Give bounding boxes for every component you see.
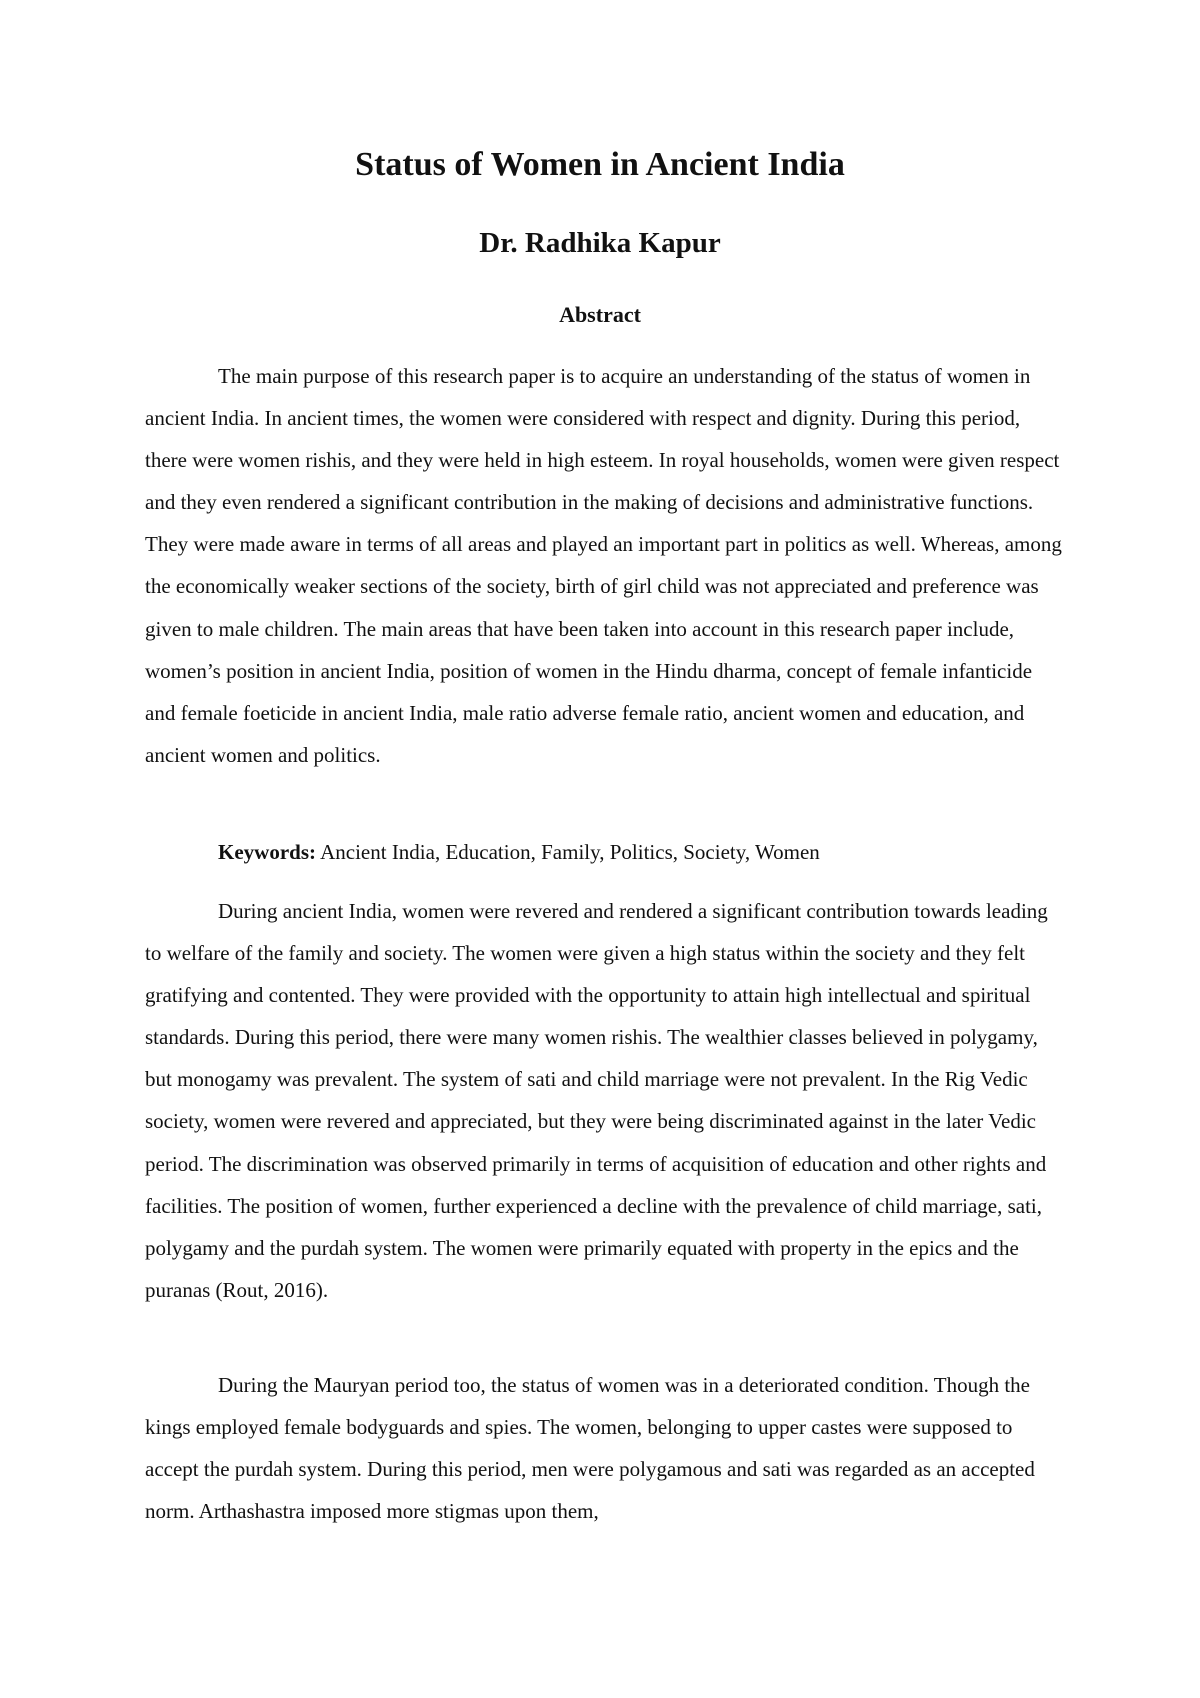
abstract-paragraph: The main purpose of this research paper is to acquire an understanding of the status of women in ancient India. In ancient times, the women were considered with respect and dignity. During this period, there were women rishis, and they were held in high esteem. In royal households, women were given respect and they even rendered a significant contribution in the making of decisions and administrative functions. They were made aware in terms of all areas and played an important part in politics as well. Whereas, among the economically weaker sections of the society, birth of girl child was not appreciated and preference was given to male children. The main areas that have been taken into account in this research paper include, women’s position in ancient India, position of women in the Hindu dharma, concept of female infanticide and female foeticide in ancient India, male ratio adverse female ratio, ancient women and education, and ancient women and politics.	[145, 364, 1062, 767]
keywords-text: Ancient India, Education, Family, Politics, Society, Women	[316, 840, 820, 864]
author-name: Dr. Radhika Kapur	[479, 227, 721, 259]
body-paragraph-1: During ancient India, women were revered and rendered a significant contribution towards leading to welfare of the family and society. The women were given a high status within the society and they felt gratifying and contented. They were provided with the opportunity to attain high intellectual and spiritual standards. During this period, there were many women rishis. The wealthier classes believed in polygamy, but monogamy was prevalent. The system of sati and child marriage were not prevalent. In the Rig Vedic society, women were revered and appreciated, but they were being discriminated against in the later Vedic period. The discrimination was observed primarily in terms of acquisition of education and other rights and facilities. The position of women, further experienced a decline with the prevalence of child marriage, sati, polygamy and the purdah system. The women were primarily equated with property in the epics and the puranas (Rout, 2016).	[145, 899, 1048, 1302]
paper-title: Status of Women in Ancient India	[355, 146, 845, 183]
keywords-line	[145, 831, 1067, 873]
keywords-label: Keywords:	[218, 840, 316, 864]
abstract-heading: Abstract	[559, 302, 641, 327]
body-paragraph-2: During the Mauryan period too, the status of women was in a deteriorated condition. Though the kings employed female bodyguards and spies. The women, belonging to upper castes were supposed to accept the purdah system. During this period, men were polygamous and sati was regarded as an accepted norm. Arthashastra imposed more stigmas upon them,	[145, 1373, 1035, 1524]
